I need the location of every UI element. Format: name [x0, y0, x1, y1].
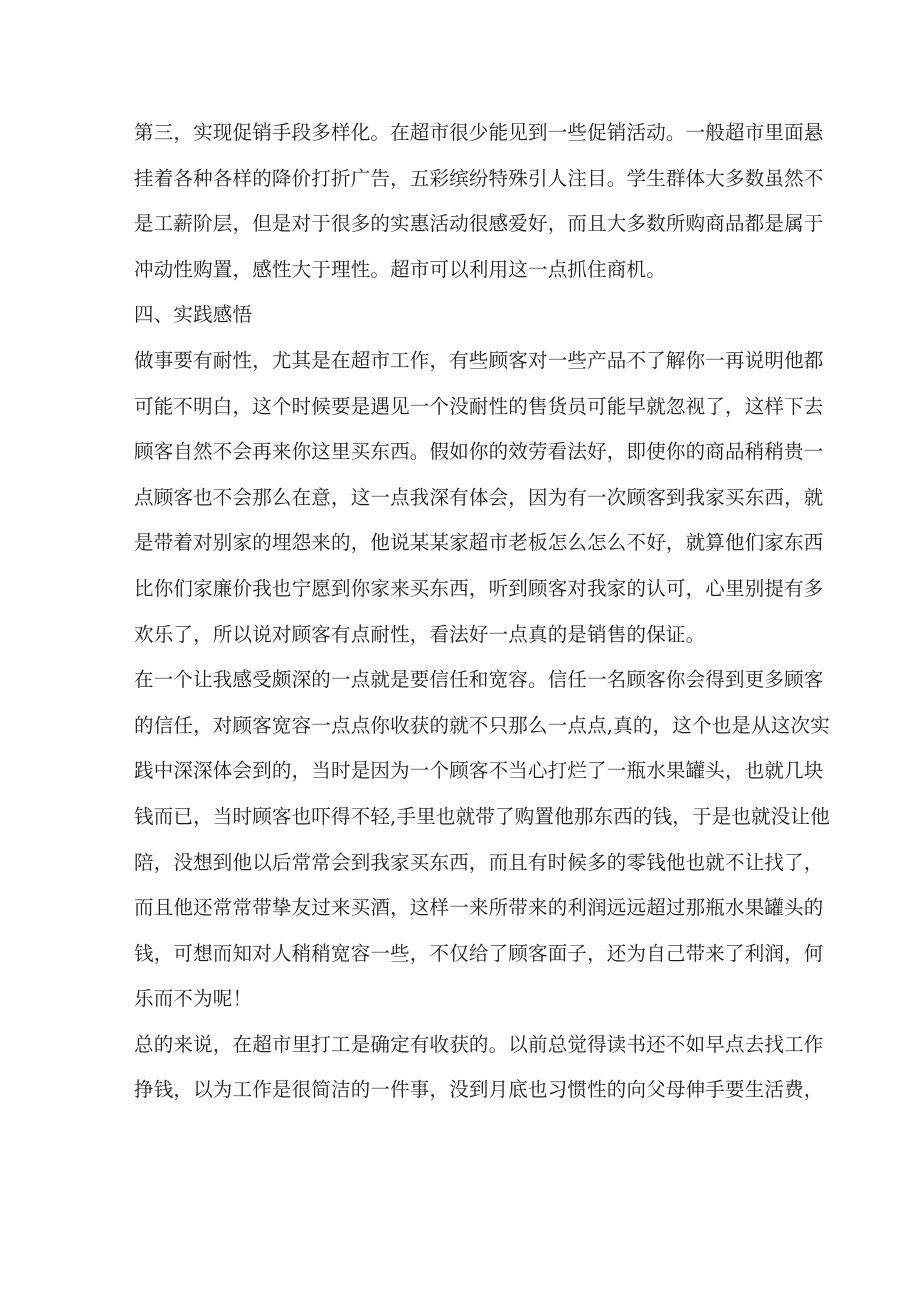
- paragraph-summary: [134, 1022, 824, 1113]
- paragraph-patience: [134, 338, 824, 657]
- text-line: 做事要有耐性，尤其是在超市工作，有些顾客对一些产品不了解你一再说明他都: [134, 348, 824, 372]
- text-line: 第三，实现促销手段多样化。在超市很少能见到一些促销活动。一般超市里面悬: [134, 121, 824, 144]
- text-line: 的信任，对顾客宽容一点点你收获的就不只那么一点点,真的，这个也是从这次实: [134, 713, 830, 737]
- text-line: 是工薪阶层，但是对于很多的实惠活动很感爱好，而且大多数所购商品都是属于: [134, 212, 824, 236]
- text-line: 挣钱，以为工作是很简洁的一件事，没到月底也习惯性的向父母伸手要生活费，: [134, 1078, 824, 1102]
- text-line: 践中深深体会到的，当时是因为一个顾客不当心打烂了一瓶水果罐头，也就几块: [134, 759, 824, 783]
- text-line: 点顾客也不会那么在意，这一点我深有体会，因为有一次顾客到我家买东西，就: [134, 485, 824, 509]
- text-line: 挂着各种各样的降价打折广告，五彩缤纷特殊引人注目。学生群体大多数虽然不: [134, 166, 824, 190]
- text-line: 乐而不为呢！: [134, 987, 253, 1011]
- document-body: [134, 110, 830, 1113]
- text-line: 欢乐了，所以说对顾客有点耐性，看法好一点真的是销售的保证。: [134, 622, 706, 646]
- text-line: 可能不明白，这个时候要是遇见一个没耐性的售货员可能早就忽视了，这样下去: [134, 394, 824, 418]
- text-line: 而且他还常常带挚友过来买酒，这样一来所带来的利润远远超过那瓶水果罐头的: [134, 896, 824, 920]
- text-line: 总的来说，在超市里打工是确定有收获的。以前总觉得读书还不如早点去找工作: [134, 1032, 824, 1056]
- text-line: 在一个让我感受颇深的一点就是要信任和宽容。信任一名顾客你会得到更多顾客: [134, 668, 824, 692]
- text-line: 比你们家廉价我也宁愿到你家来买东西，听到顾客对我家的认可，心里别提有多: [134, 576, 824, 600]
- text-line: 陪，没想到他以后常常会到我家买东西，而且有时候多的零钱他也就不让找了，: [134, 850, 824, 874]
- text-line: 钱而已，当时顾客也吓得不轻,手里也就带了购置他那东西的钱，于是也就没让他: [134, 804, 830, 828]
- text-line: 顾客自然不会再来你这里买东西。假如你的效劳看法好，即使你的商品稍稍贵一: [134, 440, 824, 464]
- text-line: 冲动性购置，感性大于理性。超市可以利用这一点抓住商机。: [134, 257, 666, 281]
- section-heading-practice-reflection: 四、实践感悟: [134, 303, 253, 327]
- text-line: 是带着对别家的埋怨来的，他说某某家超市老板怎么怎么不好，就算他们家东西: [134, 531, 824, 555]
- paragraph-promotion: [134, 110, 824, 292]
- paragraph-trust-tolerance: [134, 657, 830, 1022]
- text-line: 钱，可想而知对人稍稍宽容一些，不仅给了顾客面子，还为自己带来了利润，何: [134, 941, 824, 965]
